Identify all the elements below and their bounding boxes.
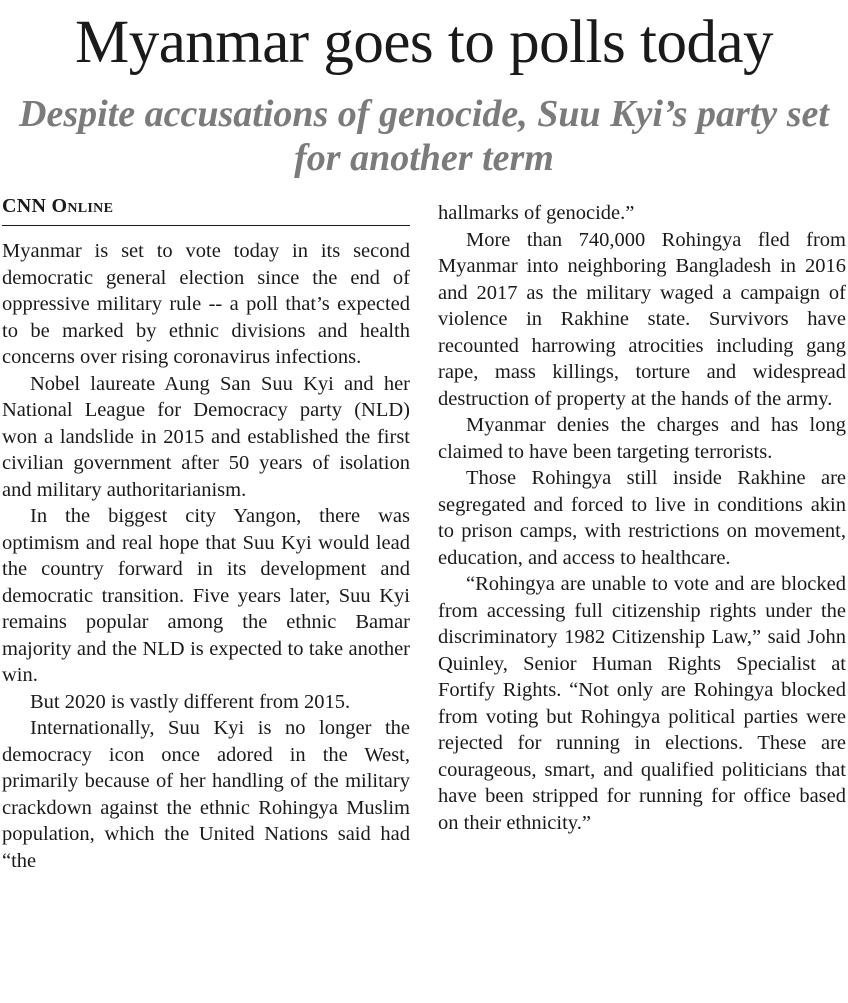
paragraph: Nobel laureate Aung San Suu Kyi and her National League for Democracy party (NLD) won a landslide in 2015 and established the first civilian government after 50 years of isolation and military authoritarianism. — [2, 372, 410, 501]
paragraph: But 2020 is vastly different from 2015. — [30, 690, 351, 713]
paragraph: More than 740,000 Rohingya fled from Myanmar into neighboring Bangladesh in 2016 and 2017 as the military waged a campaign of violence in Rakhine state. Survivors have recounted harrowing atrocities including gang rape, mass killings, torture and widespread destruction of property at the hands of the army. — [438, 228, 846, 410]
paragraph: hallmarks of genocide.” — [438, 202, 635, 224]
article-column-right — [438, 200, 846, 836]
byline-divider — [2, 225, 410, 226]
headline: Myanmar goes to polls today — [74, 9, 774, 76]
byline: CNN Online — [2, 195, 114, 217]
paragraph: Internationally, Suu Kyi is no longer the democracy icon once adored in the West, primarily because of her handling of the military crackdown against the ethnic Rohingya Muslim population, which the United Nations said had “the — [2, 717, 410, 872]
paragraph: Myanmar denies the charges and has long claimed to have been targeting terrorists. — [438, 414, 846, 463]
article-column-left — [2, 238, 410, 874]
paragraph: Myanmar is set to vote today in its second democratic general election since the end of oppressive military rule -- a poll that’s expected to be marked by ethnic divisions and health concerns over rising coronavirus infections. — [2, 240, 410, 368]
subheadline: Despite accusations of genocide, Suu Kyi’s party set for another term — [19, 93, 829, 179]
paragraph: In the biggest city Yangon, there was optimism and real hope that Suu Kyi would lead the country forward in its development and democratic transition. Five years later, Suu Kyi remains popular among the ethnic Bamar majority and the NLD is expected to take another win. — [2, 505, 410, 686]
paragraph: Those Rohingya still inside Rakhine are segregated and forced to live in conditions akin to prison camps, with restrictions on movement, education, and access to healthcare. — [438, 467, 846, 569]
quote-paragraph: “Rohingya are unable to vote and are blocked from accessing full citizenship rights under the discriminatory 1982 Citizenship Law,” said John Quinley, Senior Human Rights Specialist at Fortify Rights. “Not only are Rohingya blocked from voting but Rohingya political parties were rejected for running in elections. These are courageous, smart, and qualified politicians that have been stripped for running for office based on their ethnicity.” — [438, 573, 846, 834]
